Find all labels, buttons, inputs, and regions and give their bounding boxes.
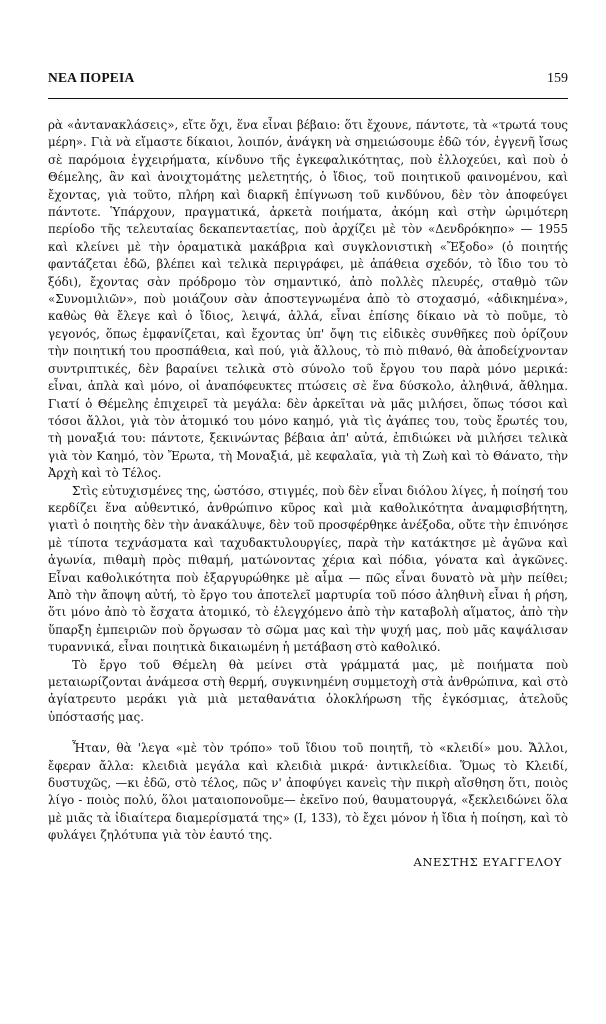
paragraph: Ἦταν, θὰ 'λεγα «μὲ τὸν τρόπο» τοῦ ἴδιου τοῦ ποιητῆ, τὸ «κλειδί» μου. Ἄλλοι, ἔφεραν ἄλλα: κλειδιὰ μεγάλα καὶ κλειδιὰ μικρά· ἀντικλείδια. Ὅμως τὸ Κλειδί, δυστυχῶς, —κι ἐδῶ, στὸ τέλος, πῶς ν' ἀποφύγει κανεὶς τὴν πικρὴ αἴσθηση ὅτι, ποιὸς λίγο - ποιὸς πολύ, ὅλοι ματαιοπονοῦμε— ἐκεῖνο πού, θαυματουργά, «ξεκλειδώνει ὅλα μὲ μιᾶς τὰ ἰδιαίτερα διαμερίσματά της» (Ι, 133), τὸ ἔχει μόνον ἡ ἴδια ἡ ποίηση, καὶ τὸ φυλάγει ζηλότυπα γιὰ τὸν ἑαυτό της. [48, 741, 568, 843]
author-signature: ΑΝΕΣΤΗΣ ΕΥΑΓΓΕΛΟΥ [413, 854, 562, 869]
book-page [48, 70, 568, 1010]
paragraph: ρὰ «ἀντανακλάσεις», εἴτε ὄχι, ἕνα εἶναι βέβαιο: ὅτι ἔχουνε, πάντοτε, τὰ «τρωτά τους μέρη». Γιὰ νὰ εἴμαστε δίκαιοι, λοιπόν, ἀνάγκη νὰ σημειώσουμε ἐδῶ τόν, ἐγγενῆ ἴσως σὲ παρόμοια ἐγχειρήματα, κίνδυνο τῆς ἐγκεφαλικότητας, ποὺ ἐλλοχεύει, καὶ ποὺ ὁ Θέμελης, ἂν καὶ ἀνοιχτομάτης μελετητής, ὁ ἴδιος, τοῦ ποιητικοῦ φαινομένου, καὶ ἔχοντας, γιὰ τοῦτο, πλήρη καὶ διαρκῆ ἐπίγνωση τοῦ κινδύνου, δὲν τὸν ἀποφεύγει πάντοτε. Ὑπάρχουν, πραγματικά, ἀρκετὰ ποιήματα, ἀκόμη καὶ στὴν ὡριμότερη περίοδο τῆς τελευταίας δεκαπενταετίας, ποὺ ἀρχίζει μὲ τὸν «Δενδρόκηπο» — 1955 καὶ κλείνει μὲ τὴν ὁραματικὰ μακάβρια καὶ συγκλονιστικὴ «Ἔξοδο» (ὁ ποιητής φαντάζεται ἐδῶ, βλέπει καὶ τελικὰ περιγράφει, μὲ ἀπάθεια σχεδόν, τὸ ἴδιο του τὸ ξόδι), ἔχοντας σὰν πρόδρομο τὸν σημαντικό, ἀπὸ πολλὲς πλευρές, σταθμὸ τῶν «Συνομιλιῶν», ποὺ μοιάζουν σὰν ἀποστεγνωμένα ἀπὸ τὸ στοχασμό, «ἀδικημένα», καθὼς θὰ ἔλεγε καὶ ὁ ἴδιος, λειψά, ἀλλά, εἶναι ἐπίσης δίκαιο νὰ τὸ ποῦμε, τὸ γεγονός, ὅπως ἐμφανίζεται, καὶ ἔχοντας ὑπ' ὄψη τις εἰδικὲς συνθῆκες ποὺ ὁρίζουν τὴν ποιητική του προσπάθεια, καὶ πού, γιὰ ἄλλους, τὸ πιὸ πιθανό, θὰ ἀποδείχνονταν συντριπτικές, δὲν βαραίνει τελικὰ στὸ σύνολο τοῦ ἔργου του παρὰ μόνο μερικά: εἶναι, ἁπλὰ καὶ μόνο, οἱ ἀναπόφευκτες πτώσεις σὲ ἕνα δύσκολο, ἀληθινά, ἄθλημα. Γιατί ὁ Θέμελης ἐπιχειρεῖ τὰ μεγάλα: δὲν ἀρκεῖται νὰ μᾶς μιλήσει, ὅπως τόσοι καὶ τόσοι ἄλλοι, γιὰ τὸν ἀτομικό του μόνο καημό, γιὰ τὶς ἀγάπες του, τοὺς ἔρωτές του, τὴ μοναξιά του: πάντοτε, ξεκινώντας βέβαια ἀπ' αὐτά, ἐπιδιώκει νὰ μιλήσει τελικὰ γιὰ τὸν Καημό, τὸν Ἔρωτα, τὴ Μοναξιά, μὲ κεφαλαῖα, γιὰ τὴ Ζωὴ καὶ τὸ Θάνατο, τὴν Ἀρχὴ καὶ τὸ Τέλος. [48, 118, 568, 481]
paragraph: Τὸ ἔργο τοῦ Θέμελη θὰ μείνει στὰ γράμματά μας, μὲ ποιήματα ποὺ μεταιωρίζονται ἀνάμεσα στὴ θερμή, συγκινημένη συμμετοχὴ στὰ ἀνθρώπινα, καὶ στὸ ἀγίατρευτο μεράκι γιὰ μιὰ μεταθανάτια ὁλοκλήρωση τῆς ἐγκόσμιας, ἀτελοῦς ὑπόστασής μας. [48, 657, 568, 724]
header-rule [48, 98, 568, 99]
running-title: ΝΕΑ ΠΟΡΕΙΑ [48, 70, 135, 85]
page-header [48, 70, 568, 94]
article-body [48, 117, 568, 845]
page-number: 159 [547, 71, 568, 86]
paragraph: Στὶς εὐτυχισμένες της, ὡστόσο, στιγμές, ποὺ δὲν εἶναι διόλου λίγες, ἡ ποίησή του κερδίζει ἕνα αὐθεντικό, ἀνθρώπινο κῦρος καὶ μιὰ καθολικότητα ἀναμφισβήτητη, γιατὶ ὁ ποιητὴς δὲν τὴν ἀνακάλυψε, δὲν τοῦ προσφέρθηκε ἀνέξοδα, οὔτε τὴν ἐπινόησε μὲ τίποτα τεχνάσματα καὶ ταχυδακτυλουργίες, παρὰ τὴν κατάκτησε μὲ ἀγῶνα καὶ ἀγωνία, πιθαμὴ πρὸς πιθαμή, ματώνοντας χέρια καὶ πόδια, γόνατα καὶ ἀγκῶνες. Εἶναι καθολικότητα ποὺ ἐξαργυρώθηκε μὲ αἷμα — πῶς εἶναι δυνατὸ νὰ μὴν πείθει; Ἀπὸ τὴν ἄποψη αὐτή, τὸ ἔργο του ἀποτελεῖ μαρτυρία τοῦ πόσο ἀληθινὴ εἶναι ἡ ρήση, ὅτι μόνο ἀπὸ τὸ ἔσχατα ἀτομικό, τὸ ἐλεγχόμενο ἀπὸ τὴν καταβολὴ αἵματος, ἀπὸ τὴν ὕπαρξη ἐμπειριῶν ποὺ ὄργωσαν τὸ σῶμα μας καὶ τὴν ψυχή μας, ποὺ μᾶς καψάλισαν τυραννικά, εἶναι ποιητικὰ δικαιωμένη ἡ μετάβαση στὸ καθολικό. [48, 483, 568, 655]
